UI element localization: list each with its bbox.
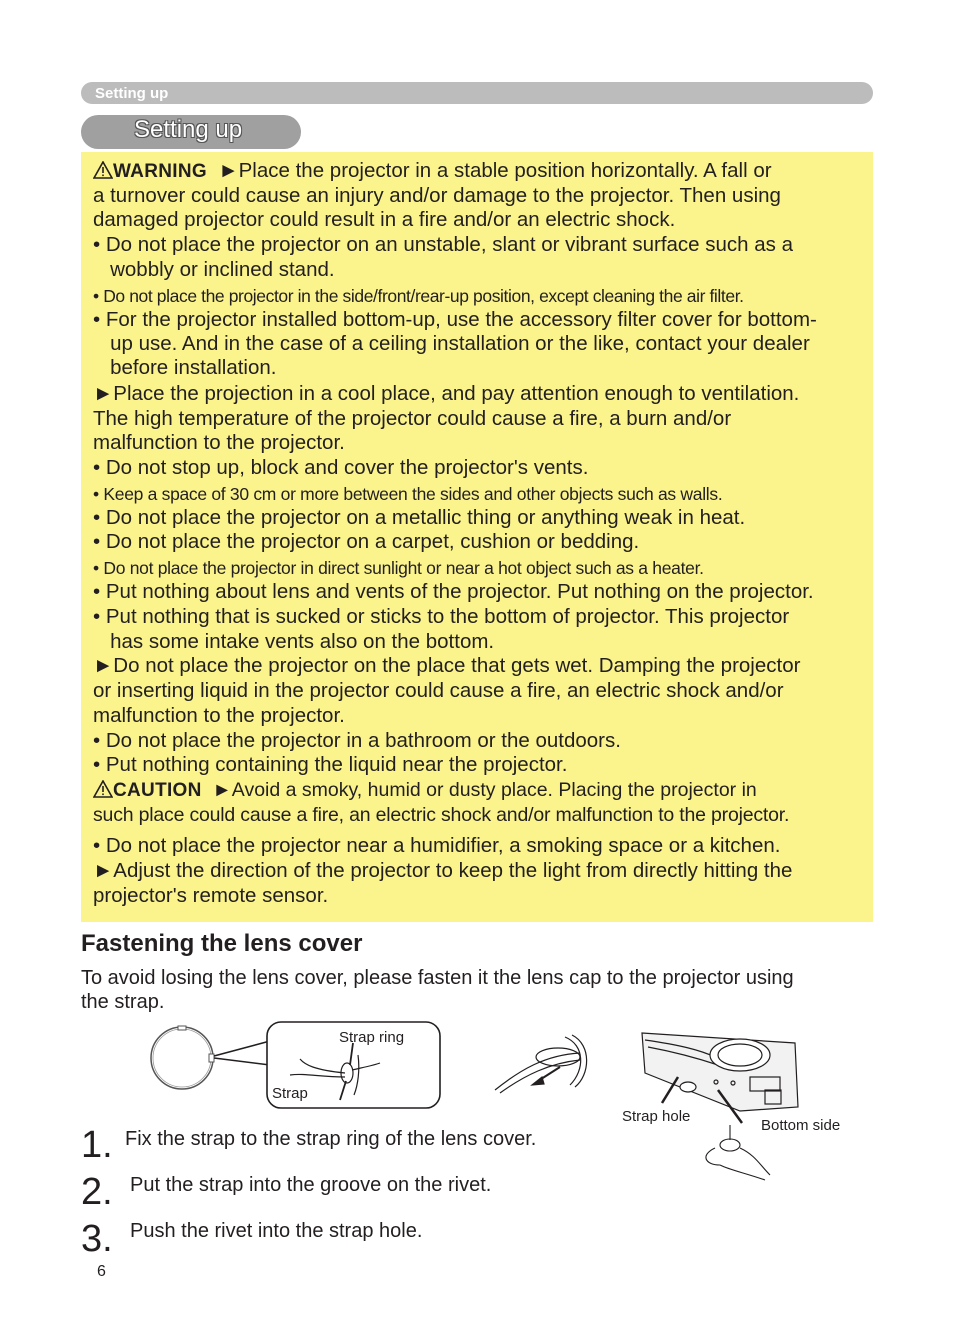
warning-text-line: has some intake vents also on the bottom.	[93, 630, 495, 653]
warning-text-line: The high temperature of the projector could cause a fire, a burn and/or	[93, 407, 732, 430]
warning-text-line: • Do not place the projector on a metallic thing or anything weak in heat.	[93, 506, 746, 529]
warning-text-line: before installation.	[93, 356, 277, 379]
strap-ring-label: Strap ring	[339, 1029, 405, 1046]
lens-cover-heading: Fastening the lens cover	[81, 930, 363, 957]
warning-text-line: or inserting liquid in the projector could cause a fire, an electric shock and/or	[93, 679, 784, 702]
warning-text-line: • Keep a space of 30 cm or more between the sides and other objects such as walls.	[93, 484, 723, 504]
warning-text-line: ►Do not place the projector on the place that gets wet. Damping the projector	[93, 654, 801, 677]
warning-text-line: • For the projector installed bottom-up, use the accessory filter cover for bottom-	[93, 308, 817, 331]
caution-text-line: such place could cause a fire, an electric shock and/or malfunction to the projector.	[93, 804, 790, 826]
warning-text-line: malfunction to the projector.	[93, 431, 345, 454]
warning-text-line: damaged projector could result in a fire and/or an electric shock.	[93, 208, 676, 231]
lens-cap-drawing	[151, 1026, 214, 1089]
caution-text-line: ►Avoid a smoky, humid or dusty place. Placing the projector in	[212, 779, 757, 801]
warning-text-line: • Put nothing about lens and vents of the projector. Put nothing on the projector.	[93, 580, 814, 603]
section-title-pill	[81, 115, 301, 149]
warning-text-line: ►Place the projector in a stable position horizontally. A fall or	[218, 159, 772, 182]
step-text: Push the rivet into the strap hole.	[130, 1220, 423, 1242]
step-number: 3.	[81, 1218, 113, 1260]
caution-label: CAUTION	[113, 780, 202, 801]
warning-triangle-icon	[93, 161, 113, 179]
warning-text-line: • Do not place the projector in the side/front/rear-up position, except cleaning the air filter.	[93, 286, 744, 306]
page-number: 6	[97, 1263, 106, 1280]
lens-cover-illustration	[140, 1015, 860, 1185]
running-header-title: Setting up	[95, 85, 169, 102]
warning-text-line: ►Place the projection in a cool place, and pay attention enough to ventilation.	[93, 382, 800, 405]
strap-hole-label: Strap hole	[622, 1108, 691, 1125]
warning-text-line: a turnover could cause an injury and/or damage to the projector. Then using	[93, 184, 781, 207]
warning-text-line: • Put nothing that is sucked or sticks to the bottom of projector. This projector	[93, 605, 790, 628]
caution-text-line: projector's remote sensor.	[93, 884, 329, 907]
warning-text-line: wobbly or inclined stand.	[93, 258, 335, 281]
running-header-bar	[81, 82, 873, 104]
warning-text-line: malfunction to the projector.	[93, 704, 345, 727]
step-number: 1.	[81, 1124, 113, 1166]
warning-text-line: • Do not place the projector in direct sunlight or near a hot object such as a heater.	[93, 558, 704, 578]
caution-triangle-icon	[93, 780, 113, 798]
section-title: Setting up	[134, 116, 243, 143]
warning-text-line: • Do not place the projector on an unstable, slant or vibrant surface such as a	[93, 233, 794, 256]
warning-text-line: • Do not place the projector in a bathroom or the outdoors.	[93, 729, 621, 752]
warning-first-line	[93, 159, 772, 184]
warning-text-line: • Do not stop up, block and cover the projector's vents.	[93, 456, 589, 479]
step-text: Put the strap into the groove on the rivet.	[130, 1174, 492, 1196]
warning-label: WARNING	[113, 161, 207, 182]
strap-label: Strap	[272, 1085, 308, 1102]
step-text: Fix the strap to the strap ring of the lens cover.	[125, 1128, 537, 1150]
warning-text-line: • Put nothing containing the liquid near the projector.	[93, 753, 568, 776]
strap-knot-drawing	[495, 1035, 587, 1093]
warning-text-line: up use. And in the case of a ceiling installation or the like, contact your dealer	[93, 332, 810, 355]
lens-intro-line: the strap.	[81, 991, 165, 1013]
bottom-side-label: Bottom side	[761, 1117, 841, 1134]
caution-text-line: • Do not place the projector near a humidifier, a smoking space or a kitchen.	[93, 834, 781, 857]
caution-first-line	[93, 778, 757, 803]
step-number: 2.	[81, 1171, 113, 1213]
caution-text-line: ►Adjust the direction of the projector to keep the light from directly hitting the	[93, 859, 793, 882]
warning-text-line: • Do not place the projector on a carpet, cushion or bedding.	[93, 530, 640, 553]
lens-intro-line: To avoid losing the lens cover, please fasten it the lens cap to the projector using	[81, 967, 794, 989]
